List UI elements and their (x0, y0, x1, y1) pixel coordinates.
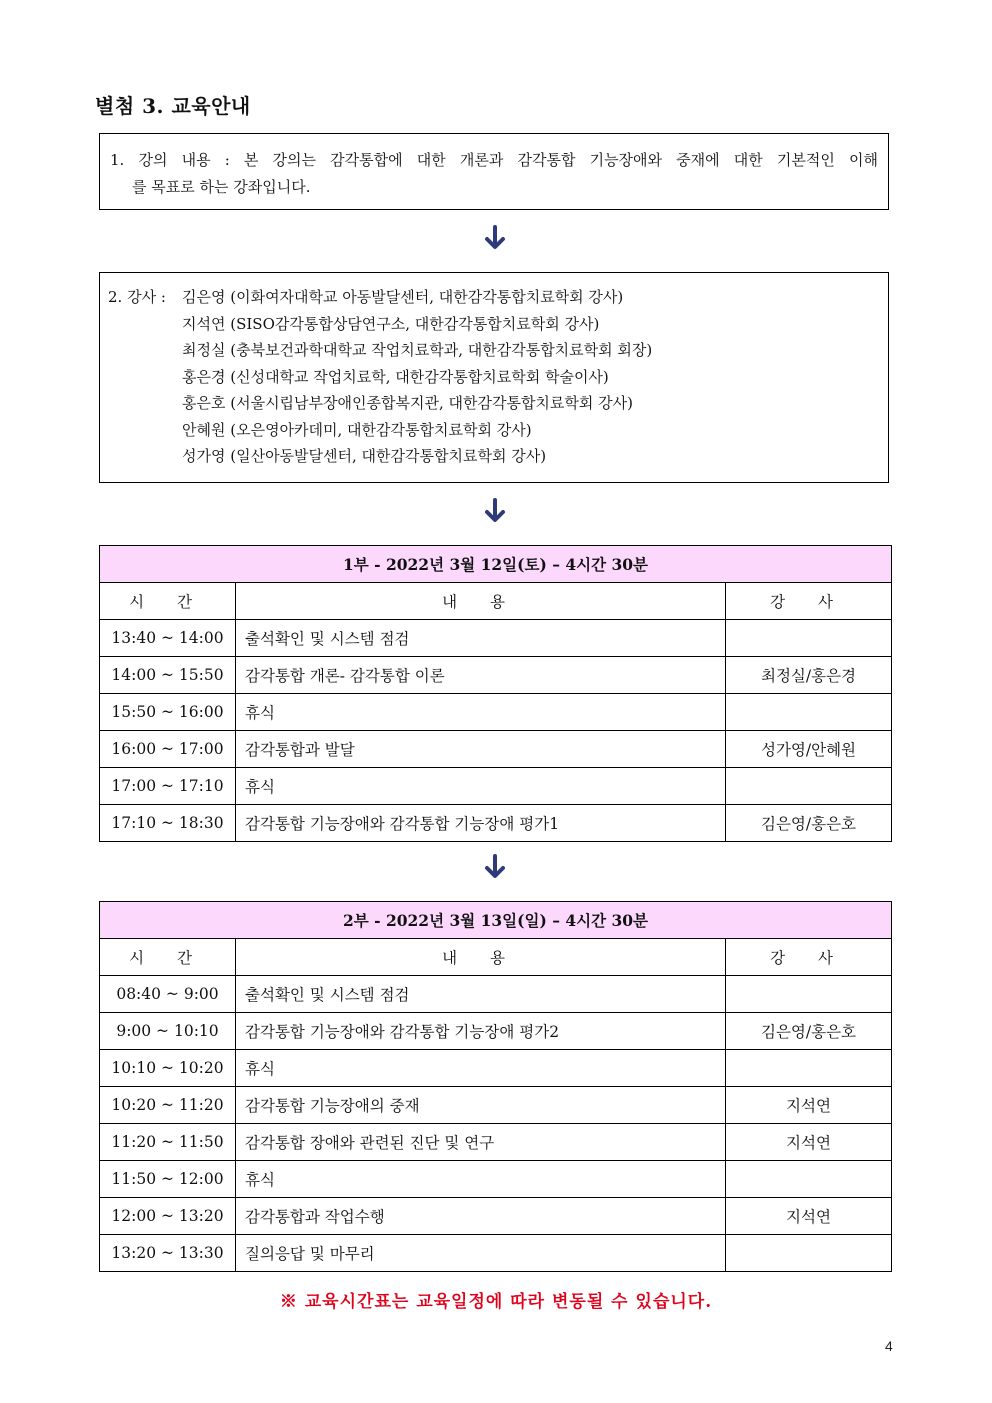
instructor-cell: 최정실/홍은경 (726, 657, 892, 694)
content-cell: 휴식 (236, 768, 726, 805)
page-number: 4 (885, 1338, 893, 1354)
time-cell: 15:50 ~ 16:00 (100, 694, 236, 731)
col-header-content: 내 용 (236, 583, 726, 620)
col-header-instructor: 강 사 (726, 939, 892, 976)
instructor-cell (726, 768, 892, 805)
instructor-row (108, 311, 880, 338)
time-cell: 11:20 ~ 11:50 (100, 1124, 236, 1161)
time-cell: 13:40 ~ 14:00 (100, 620, 236, 657)
instructor-entry: 성가영 (일산아동발달센터, 대한감각통합치료학회 강사) (182, 447, 547, 465)
table-row (100, 694, 892, 731)
course-description-box (99, 133, 889, 210)
content-cell: 감각통합 장애와 관련된 진단 및 연구 (236, 1124, 726, 1161)
time-cell: 08:40 ~ 9:00 (100, 976, 236, 1013)
arrow-down-icon (481, 853, 509, 881)
instructor-entry: 홍은호 (서울시립남부장애인종합복지관, 대한감각통합치료학회 강사) (182, 394, 633, 412)
content-cell: 감각통합과 작업수행 (236, 1198, 726, 1235)
content-cell: 휴식 (236, 1161, 726, 1198)
content-cell: 출석확인 및 시스템 점검 (236, 976, 726, 1013)
time-cell: 13:20 ~ 13:30 (100, 1235, 236, 1272)
instructor-row (108, 417, 880, 444)
instructor-cell: 성가영/안혜원 (726, 731, 892, 768)
time-cell: 16:00 ~ 17:00 (100, 731, 236, 768)
table-row (100, 805, 892, 842)
time-cell: 12:00 ~ 13:20 (100, 1198, 236, 1235)
instructor-row (108, 390, 880, 417)
time-cell: 14:00 ~ 15:50 (100, 657, 236, 694)
content-cell: 출석확인 및 시스템 점검 (236, 620, 726, 657)
table-row (100, 1198, 892, 1235)
time-cell: 17:00 ~ 17:10 (100, 768, 236, 805)
table-row (100, 1161, 892, 1198)
instructor-cell (726, 976, 892, 1013)
content-cell: 감각통합 기능장애와 감각통합 기능장애 평가1 (236, 805, 726, 842)
instructor-cell (726, 1161, 892, 1198)
table-row (100, 1050, 892, 1087)
table-row (100, 620, 892, 657)
arrow-down-icon (481, 497, 509, 525)
instructor-entry: 안혜원 (오은영아카데미, 대한감각통합치료학회 강사) (182, 420, 532, 439)
instructor-row (108, 443, 880, 470)
content-cell: 감각통합 기능장애와 감각통합 기능장애 평가2 (236, 1013, 726, 1050)
col-header-time: 시 간 (100, 583, 236, 620)
instructors-box (99, 272, 889, 483)
table-row (100, 1013, 892, 1050)
time-cell: 9:00 ~ 10:10 (100, 1013, 236, 1050)
instructor-cell (726, 1235, 892, 1272)
instructor-entry: 홍은경 (신성대학교 작업치료학, 대한감각통합치료학회 학술이사) (182, 367, 609, 386)
time-cell: 10:10 ~ 10:20 (100, 1050, 236, 1087)
content-cell: 휴식 (236, 1050, 726, 1087)
instructor-entry: 최정실 (충북보건과학대학교 작업치료학과, 대한감각통합치료학회 회장) (182, 341, 653, 359)
col-header-instructor: 강 사 (726, 583, 892, 620)
instructor-cell: 지석연 (726, 1198, 892, 1235)
time-cell: 17:10 ~ 18:30 (100, 805, 236, 842)
time-cell: 11:50 ~ 12:00 (100, 1161, 236, 1198)
schedule-table-part1 (99, 545, 892, 842)
schedule-table-part2 (99, 901, 892, 1272)
instructor-cell: 김은영/홍은호 (726, 1013, 892, 1050)
arrow-down-icon (481, 224, 509, 252)
instructor-cell (726, 1050, 892, 1087)
instructors-label: 2. 강사 : (108, 288, 166, 306)
instructor-entry: 지석연 (SISO감각통합상담연구소, 대한감각통합치료학회 강사) (182, 314, 600, 333)
content-cell: 감각통합 개론- 감각통합 이론 (236, 657, 726, 694)
page-title: 별첨 3. 교육안내 (95, 94, 251, 118)
instructor-row (108, 284, 880, 311)
part1-header: 1부 - 2022년 3월 12일(토) – 4시간 30분 (100, 546, 892, 583)
instructor-cell (726, 620, 892, 657)
instructor-cell: 김은영/홍은호 (726, 805, 892, 842)
table-row (100, 1087, 892, 1124)
content-cell: 감각통합과 발달 (236, 731, 726, 768)
table-row (100, 657, 892, 694)
content-cell: 질의응답 및 마무리 (236, 1235, 726, 1272)
table-row (100, 768, 892, 805)
time-cell: 10:20 ~ 11:20 (100, 1087, 236, 1124)
table-row (100, 731, 892, 768)
instructor-row (108, 364, 880, 391)
instructor-row (108, 337, 880, 364)
instructor-cell: 지석연 (726, 1087, 892, 1124)
col-header-time: 시 간 (100, 939, 236, 976)
instructor-entry: 김은영 (이화여자대학교 아동발달센터, 대한감각통합치료학회 강사) (182, 288, 624, 306)
part2-header: 2부 - 2022년 3월 13일(일) – 4시간 30분 (100, 902, 892, 939)
table-row (100, 1235, 892, 1272)
col-header-content: 내 용 (236, 939, 726, 976)
course-description-line-1: 1. 강의 내용 : 본 강의는 감각통합에 대한 개론과 감각통합 기능장애와 중재에 대한 기본적인 이해 (110, 151, 878, 169)
content-cell: 휴식 (236, 694, 726, 731)
table-row (100, 976, 892, 1013)
content-cell: 감각통합 기능장애의 중재 (236, 1087, 726, 1124)
schedule-notice: ※ 교육시간표는 교육일정에 따라 변동될 수 있습니다. (279, 1292, 713, 1312)
instructor-cell: 지석연 (726, 1124, 892, 1161)
instructor-cell (726, 694, 892, 731)
course-description-line-2: 를 목표로 하는 강좌입니다. (132, 177, 311, 196)
table-row (100, 1124, 892, 1161)
